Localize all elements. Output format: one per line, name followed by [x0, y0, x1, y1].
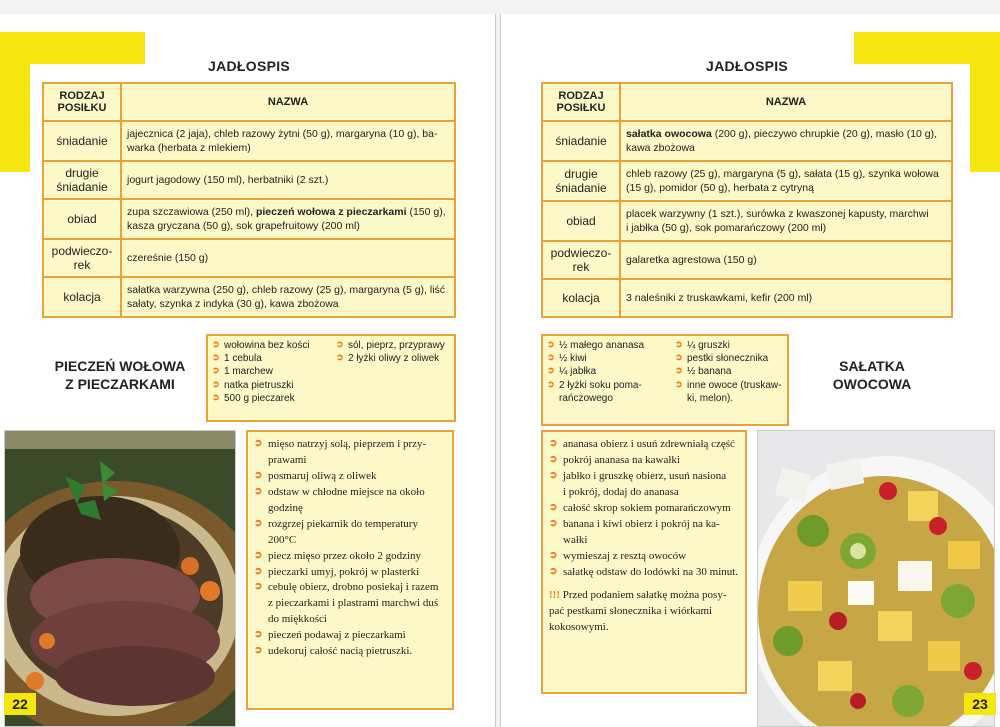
arrow-icon: ➲ [212, 365, 220, 376]
list-item: ➲ cebulę obierz, drobno posiekaj i razem z pieczarkami i plastrami marchwi duś do miękkości [254, 580, 446, 628]
list-item: ➲ udekoruj całość nacią pietruszki. [254, 644, 446, 660]
table-row [43, 277, 455, 317]
arrow-icon: ➲ [254, 565, 263, 577]
meal-name: jajecznica (2 jaja), chleb razowy żytni (50 g), margaryna (10 g), ba- warka (herbata z mlekiem) [121, 121, 455, 161]
arrow-icon: ➲ [254, 469, 263, 481]
fruit-salad-photo [757, 430, 995, 727]
arrow-icon: ➲ [212, 339, 220, 349]
arrow-icon: ➲ [212, 391, 220, 402]
list-item: ➲ banana i kiwi obierz i pokrój na ka- wałki [549, 517, 739, 549]
recipe-title: SAŁATKA OWOCOWA [832, 358, 912, 393]
ingredients-box [541, 334, 789, 426]
menu-title: JADŁOSPIS [706, 58, 789, 74]
roast-beef-photo [4, 430, 236, 727]
arrow-icon: ➲ [675, 365, 683, 376]
meal-name: galaretka agrestowa (150 g) [620, 241, 952, 279]
list-item: ➲ 2 łyżki soku poma- rańczowego [547, 378, 642, 404]
list-item: ➲ całość skrop sokiem pomarańczowym [549, 501, 739, 517]
list-item: ➲ natka pietruszki [212, 378, 294, 391]
arrow-icon: ➲ [549, 469, 558, 481]
list-item: ➲ ananasa obierz i usuń zdrewniałą część [549, 437, 739, 453]
arrow-icon: ➲ [254, 629, 263, 641]
list-item: ➲ ½ kiwi [547, 352, 587, 365]
fruit-salad-illustration [758, 431, 995, 727]
meal-name: sałatka warzywna (250 g), chleb razowy (25 g), margaryna (5 g), liść sałaty, szynka z indyka (30 g), kawa zbożowa [121, 277, 455, 317]
list-item: ➲ jabłko i gruszkę obierz, usuń nasiona i pokrój, dodaj do ananasa [549, 469, 739, 501]
arrow-icon: ➲ [547, 339, 555, 349]
meal-name: 3 naleśniki z truskawkami, kefir (200 ml) [620, 279, 952, 317]
list-item: ➲ 500 g pieczarek [212, 391, 295, 404]
list-item: ➲ inne owoce (truskaw- ki, melon). [675, 378, 782, 404]
column-header-name: NAZWA [121, 83, 455, 121]
arrow-icon: ➲ [547, 378, 555, 389]
table-row [542, 161, 952, 201]
list-item: ➲ ½ małego ananasa [547, 339, 645, 351]
arrow-icon: ➲ [254, 549, 263, 561]
meal-type: kolacja [43, 277, 121, 317]
table-row [43, 199, 455, 239]
list-item: ➲ sałatkę odstaw do lodówki na 30 minut. [549, 565, 739, 581]
meal-type: drugie śniadanie [542, 161, 620, 201]
meal-type: podwieczo-rek [542, 241, 620, 279]
arrow-icon: ➲ [675, 352, 683, 363]
list-item: ➲ ¼ gruszki [675, 339, 730, 351]
instructions-box [541, 430, 747, 694]
list-item: ➲ pestki słonecznika [675, 352, 769, 365]
table-row [542, 279, 952, 317]
column-header-type: RODZAJ POSIŁKU [43, 83, 121, 121]
meal-type: kolacja [542, 279, 620, 317]
arrow-icon: ➲ [336, 339, 344, 349]
arrow-icon: ➲ [212, 378, 220, 389]
column-header-name: NAZWA [620, 83, 952, 121]
meal-type: obiad [542, 201, 620, 241]
arrow-icon: ➲ [549, 517, 558, 529]
page-number: 22 [4, 693, 36, 715]
arrow-icon: ➲ [547, 352, 555, 363]
instructions-box [246, 430, 454, 710]
roast-beef-illustration [5, 431, 236, 727]
arrow-icon: ➲ [212, 352, 220, 363]
list-item: ➲ ½ banana [675, 365, 732, 378]
page-number: 23 [964, 693, 996, 715]
arrow-icon: ➲ [547, 365, 555, 376]
arrow-icon: ➲ [675, 339, 683, 349]
meal-name: chleb razowy (25 g), margaryna (5 g), sałata (15 g), szynka wołowa (15 g), pomidor (50 g), herbata z cytryną [620, 161, 952, 201]
list-item: ➲ 1 cebula [212, 352, 262, 365]
list-item: ➲ ¼ jabłka [547, 365, 597, 378]
list-item: ➲ rozgrzej piekarnik do temperatury 200°C [254, 517, 446, 549]
meal-name: sałatka owocowa (200 g), pieczywo chrupkie (20 g), masło (10 g), kawa zbożowa [620, 121, 952, 161]
arrow-icon: ➲ [254, 581, 263, 593]
meal-name: czereśnie (150 g) [121, 239, 455, 277]
corner-accent-top [854, 32, 1000, 64]
meal-name: placek warzywny (1 szt.), surówka z kwaszonej kapusty, marchwi i jabłka (50 g), sok pomarańczowy (200 ml) [620, 201, 952, 241]
list-item: ➲ sól, pieprz, przyprawy [336, 339, 445, 351]
list-item: ➲ posmaruj oliwą z oliwek [254, 469, 446, 485]
column-header-type: RODZAJ POSIŁKU [542, 83, 620, 121]
list-item: ➲ 1 marchew [212, 365, 273, 378]
meal-type: podwieczo-rek [43, 239, 121, 277]
list-item: ➲ pieczeń podawaj z pieczarkami [254, 628, 446, 644]
arrow-icon: ➲ [549, 501, 558, 513]
serving-note: !!! Przed podaniem sałatkę można posy- pać pestkami słonecznika i wiórkami kokosowymi. [549, 589, 727, 634]
meal-type: obiad [43, 199, 121, 239]
page-left [0, 14, 496, 727]
arrow-icon: ➲ [549, 438, 558, 449]
arrow-icon: ➲ [549, 565, 558, 577]
table-row [43, 121, 455, 161]
meal-name: jogurt jagodowy (150 ml), herbatniki (2 szt.) [121, 161, 455, 199]
arrow-icon: ➲ [549, 549, 558, 561]
menu-table [541, 82, 953, 318]
recipe-title: PIECZEŃ WOŁOWA Z PIECZARKAMI [54, 358, 186, 393]
list-item: ➲ pieczarki umyj, pokrój w plasterki [254, 565, 446, 581]
arrow-icon: ➲ [675, 378, 683, 389]
table-row [43, 161, 455, 199]
arrow-icon: ➲ [254, 438, 263, 449]
list-item: ➲ wymieszaj z resztą owoców [549, 549, 739, 565]
meal-type: śniadanie [43, 121, 121, 161]
arrow-icon: ➲ [254, 517, 263, 529]
menu-table [42, 82, 456, 318]
table-row [542, 121, 952, 161]
arrow-icon: ➲ [254, 485, 263, 497]
arrow-icon: ➲ [549, 453, 558, 465]
meal-name: zupa szczawiowa (250 ml), pieczeń wołowa z pieczarkami (150 g), kasza gryczana (50 g), sok grapefruitowy (200 ml) [121, 199, 455, 239]
list-item: ➲ odstaw w chłodne miejsce na około godzinę [254, 485, 446, 517]
list-item: ➲ piecz mięso przez około 2 godziny [254, 549, 446, 565]
arrow-icon: ➲ [254, 645, 263, 657]
list-item: ➲ wołowina bez kości [212, 339, 310, 351]
meal-type: śniadanie [542, 121, 620, 161]
menu-title: JADŁOSPIS [208, 58, 291, 74]
exclamation-icon: !!! [549, 589, 560, 602]
page-right [500, 14, 1000, 727]
table-row [542, 241, 952, 279]
list-item: ➲ 2 łyżki oliwy z oliwek [336, 352, 440, 365]
table-row [43, 239, 455, 277]
corner-accent-top [0, 32, 145, 64]
ingredients-box [206, 334, 456, 422]
table-row [542, 201, 952, 241]
meal-type: drugie śniadanie [43, 161, 121, 199]
list-item: ➲ mięso natrzyj solą, pieprzem i przy- prawami [254, 437, 446, 469]
list-item: ➲ pokrój ananasa na kawałki [549, 453, 739, 469]
arrow-icon: ➲ [336, 352, 344, 363]
